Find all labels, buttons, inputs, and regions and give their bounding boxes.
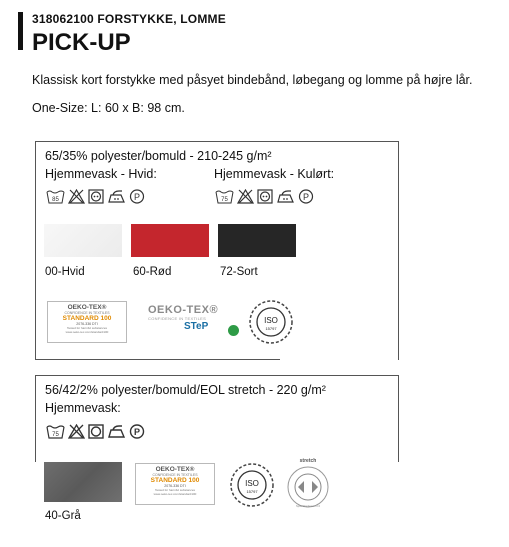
svg-text:15797: 15797 xyxy=(246,489,258,494)
swatch-label-grey: 40-Grå xyxy=(45,510,81,522)
variant-box-1-divider xyxy=(35,359,280,360)
svg-text:85: 85 xyxy=(52,197,59,203)
wash-tub-icon xyxy=(46,189,65,204)
wash-tub-icon xyxy=(46,424,65,439)
variant-2-material: 56/42/2% polyester/bomuld/EOL stretch - 220 g/m² xyxy=(45,383,326,397)
iso-15797-logo xyxy=(229,462,275,508)
swatch-red xyxy=(131,224,209,257)
tumble-dry-icon xyxy=(88,424,104,439)
product-description: Klassisk kort forstykke med påsyet bindebånd, løbegang og lomme på højre lår. xyxy=(32,73,473,87)
iron-icon xyxy=(107,189,126,204)
swatch-grey xyxy=(44,462,122,502)
svg-text:75: 75 xyxy=(52,432,59,438)
dry-clean-p-icon xyxy=(298,189,314,204)
swatch-label-red: 60-Rød xyxy=(133,266,172,278)
svg-text:ISO: ISO xyxy=(264,316,278,325)
no-bleach-icon xyxy=(68,424,85,439)
tumble-dry-icon xyxy=(88,189,104,204)
svg-text:15797: 15797 xyxy=(265,326,277,331)
care-symbols-white xyxy=(46,189,145,204)
swatch-label-white: 00-Hvid xyxy=(45,266,85,278)
iron-icon xyxy=(107,424,126,439)
product-code-title: 318062100 FORSTYKKE, LOMME xyxy=(32,12,226,26)
svg-text:Spirit Wopfensen 2.0: Spirit Wopfensen 2.0 xyxy=(295,505,321,508)
iron-icon xyxy=(276,189,295,204)
swatch-black xyxy=(218,224,296,257)
product-title: PICK-UP xyxy=(32,29,131,56)
step-leaf-icon xyxy=(228,325,239,336)
variant-2-wash-label: Hjemmevask: xyxy=(45,401,121,415)
swatch-label-black: 72-Sort xyxy=(220,266,258,278)
svg-text:ISO: ISO xyxy=(245,479,259,488)
oeko-tex-step-logo: OEKO-TEX® CONFIDENCE IN TEXTILES STeP xyxy=(148,304,248,340)
wash-tub-icon xyxy=(215,189,234,204)
oeko-tex-standard-100-logo: OEKO-TEX® CONFIDENCE IN TEXTILES STANDARD 100 2076-336 DTI Tested for harmful substances www.oeko-tex.com/standard100 xyxy=(47,301,127,343)
iso-15797-logo xyxy=(248,299,294,345)
variant-1-wash-colored-label: Hjemmevask - Kulørt: xyxy=(214,167,335,181)
tumble-dry-icon xyxy=(257,189,273,204)
oeko-tex-standard-100-logo: OEKO-TEX® CONFIDENCE IN TEXTILES STANDARD 100 2076-336 DTI Tested for harmful substances www.oeko-tex.com/standard100 xyxy=(135,463,215,505)
variant-1-wash-white-label: Hjemmevask - Hvid: xyxy=(45,167,157,181)
svg-text:P: P xyxy=(133,192,141,202)
variant-1-material: 65/35% polyester/bomuld - 210-245 g/m² xyxy=(45,149,272,163)
care-symbols-variant-2 xyxy=(46,424,145,439)
product-size: One-Size: L: 60 x B: 98 cm. xyxy=(32,101,185,115)
svg-text:P: P xyxy=(302,192,310,202)
dry-clean-p-icon xyxy=(129,424,145,439)
care-symbols-colored xyxy=(215,189,314,204)
swatch-white xyxy=(44,224,122,257)
title-accent-bar xyxy=(18,12,23,50)
stretch-logo xyxy=(283,455,333,513)
no-bleach-icon xyxy=(237,189,254,204)
dry-clean-p-icon xyxy=(129,189,145,204)
svg-text:75: 75 xyxy=(221,197,228,203)
no-bleach-icon xyxy=(68,189,85,204)
svg-text:P: P xyxy=(133,427,141,437)
svg-text:stretch: stretch xyxy=(299,458,317,464)
